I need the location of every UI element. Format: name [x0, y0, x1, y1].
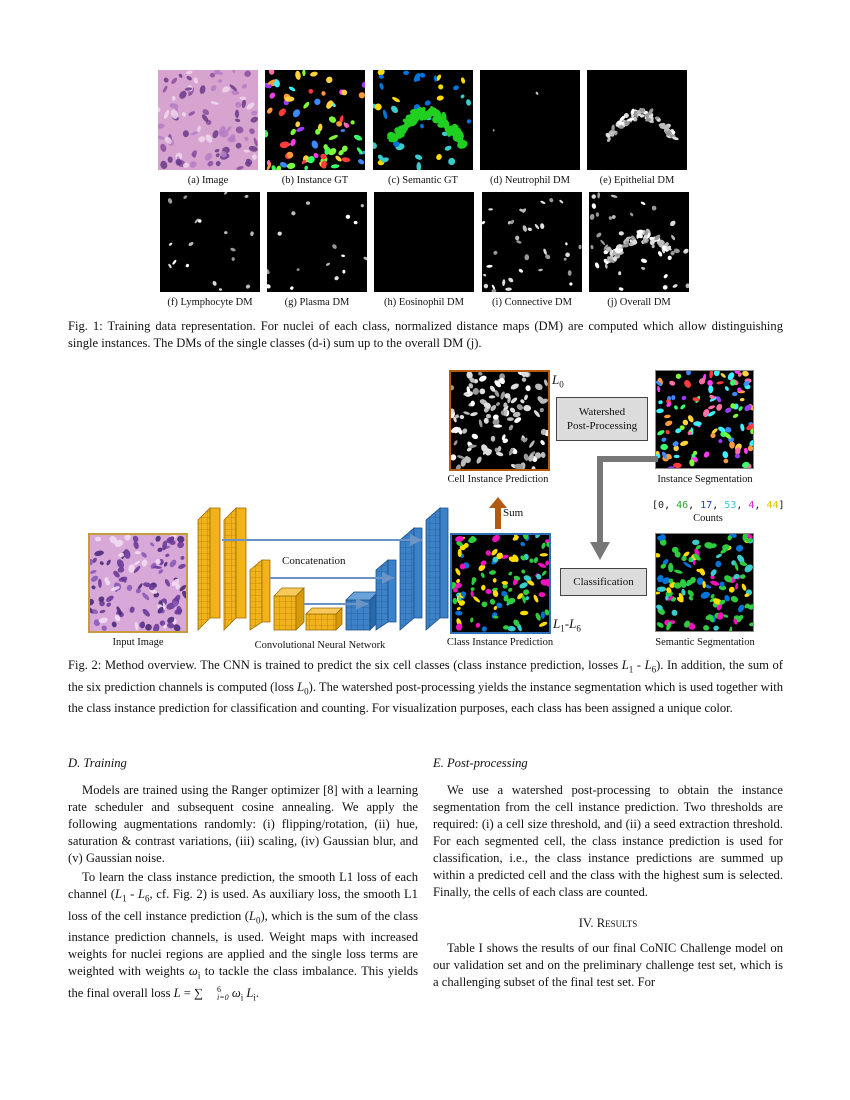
count-value: 53: [724, 500, 737, 511]
semantic-gt-tile: [373, 70, 473, 170]
watershed-label: Watershed: [578, 406, 626, 418]
class-instance-prediction-label: Class Instance Prediction: [446, 637, 554, 648]
overall-dm-tile: [589, 192, 689, 292]
paragraph: Table I shows the results of our final CoNIC Challenge model on our validation set and on the preliminary challenge test set, which is a challenging subset of the final test set. For: [433, 941, 783, 989]
paragraph-text: -: [126, 887, 138, 901]
loss-l0: [552, 372, 564, 390]
subfigure-label: (a) Image: [187, 175, 229, 186]
loss-subscript: 6: [576, 623, 581, 634]
decoder-block: [376, 560, 396, 630]
paragraph: [68, 869, 418, 1006]
math-symbol: L: [248, 908, 256, 923]
math-operator: ∑: [194, 985, 204, 1000]
caption-text: ). The watershed post-processing yields the instance segmentation which is used together with the class instance prediction for classification and counting. For visualization purposes, each class has been assigned a unique color.: [68, 679, 784, 716]
right-column: [433, 755, 783, 991]
subfigure-label: (b) Instance GT: [281, 175, 349, 186]
math-superscript: 6: [217, 984, 222, 994]
eosinophil-dm-tile: [374, 192, 474, 292]
cnn-label: Convolutional Neural Network: [254, 640, 386, 651]
math-subscript: 0: [304, 686, 309, 697]
counts-label: Counts: [693, 513, 723, 524]
counts-vector: [0, 46, 17, 53, 4, 44]: [652, 500, 785, 511]
loss-subscript: 0: [559, 379, 564, 390]
plasma-dm-tile: [267, 192, 367, 292]
decoder-block: [346, 592, 378, 630]
section-heading-postprocessing: E. Post-processing: [433, 756, 528, 770]
bottleneck-block: [306, 608, 342, 630]
paragraph-text: to tackle the class imbalance. This yields the final overall loss: [68, 964, 418, 1000]
math-symbol: ω: [188, 964, 198, 979]
math-subscript: i=0: [217, 992, 229, 1002]
subfigure-label: (f) Lymphocyte DM: [167, 297, 253, 308]
subfigure-label: (j) Overall DM: [607, 297, 671, 308]
postprocessing-label: Post-Processing: [566, 420, 638, 432]
paragraph: We use a watershed post-processing to obtain the instance segmentation from the cell instance prediction. Two thresholds are required: (i) a cell size threshold, and (ii) a seed extraction threshold. For each segmented cell, the class instance prediction is used for classification, i.e., the class instance predictions are summed up within a predicted cell and the class with the highest sum is selected. Finally, the cells of each class are counted.: [433, 783, 783, 899]
input-image: [88, 533, 188, 633]
watershed-arrow: [552, 410, 652, 430]
count-value: 46: [676, 500, 689, 511]
epithelial-dm-tile: [587, 70, 687, 170]
neutrophil-dm-tile: [480, 70, 580, 170]
flow-arrow: [590, 452, 660, 564]
cell-instance-prediction-label: Cell Instance Prediction: [447, 474, 549, 485]
math-subscript: 0: [255, 915, 261, 926]
caption-text: ). In addition, the sum of the six prediction channels is computed (loss: [68, 658, 784, 694]
section-title: Results: [596, 916, 638, 930]
loss-symbol: L: [552, 372, 560, 387]
input-image-label: Input Image: [112, 637, 164, 648]
encoder-block: [274, 588, 304, 630]
connective-dm-tile: [482, 192, 582, 292]
math-subscript: 1: [628, 664, 634, 675]
math-symbol: L: [173, 985, 181, 1000]
sum-label: Sum: [503, 507, 524, 519]
class-instance-prediction-image: [450, 533, 551, 634]
figure-2-caption: [68, 657, 783, 717]
math-subscript: i: [197, 970, 201, 981]
caption-text: -: [633, 658, 645, 672]
instance-gt-tile: [265, 70, 365, 170]
math-symbol: L: [246, 985, 254, 1000]
figure-1-caption: Fig. 1: Training data representation. For nuclei of each class, normalized distance maps (DM) are computed which allow distinguishing single instances. The DMs of the single classes (d-i) sum up to the overall DM (j).: [68, 319, 783, 350]
paragraph-text: ), which is the sum of the class instance prediction channels, is used. Weight maps with increased weights for nuclei regions are applied and the single loss terms are weighted with weights: [68, 908, 418, 979]
section-number: IV.: [578, 916, 594, 930]
count-value: 4: [748, 500, 755, 511]
classification-box: Classification: [560, 568, 647, 596]
loss-symbol: L: [553, 616, 561, 631]
paragraph: Models are trained using the Ranger optimizer [8] with a learning rate scheduler and subsequent cosine annealing. We apply the following augmentations randomly: (i) flipping/rotation, (ii) hue, saturation & contrast variations, (iii) scaling, (iv) Gaussian blur, and (v) Gaussian noise.: [68, 783, 418, 865]
caption-text: Fig. 2: Method overview. The CNN is trained to predict the six cell classes (class instance prediction, losses: [68, 658, 622, 672]
classification-arrow: [548, 570, 656, 592]
instance-segmentation-image: [655, 370, 754, 469]
instance-segmentation-label: Instance Segmentation: [657, 474, 753, 485]
section-heading-training: D. Training: [68, 756, 127, 770]
left-column: [68, 755, 418, 1006]
math-subscript: 6: [145, 893, 150, 904]
concatenation-label: Concatenation: [282, 555, 346, 567]
math-subscript: 1: [122, 893, 127, 904]
math-operator: =: [180, 985, 195, 1000]
cell-instance-prediction-image: [449, 370, 550, 471]
encoder-block: [198, 508, 220, 630]
math-symbol: L: [644, 658, 652, 672]
subfigure-label: (i) Connective DM: [492, 297, 572, 308]
semantic-segmentation-image: [655, 533, 754, 632]
loss-separator: -: [564, 616, 570, 631]
math-subscript: i: [240, 992, 244, 1003]
math-symbol: L: [115, 887, 123, 901]
paragraph-text: .: [255, 985, 260, 1000]
lymphocyte-dm-tile: [160, 192, 260, 292]
math-symbol: L: [138, 887, 146, 901]
subfigure-label: (h) Eosinophil DM: [384, 297, 464, 308]
paragraph-text: , cf. Fig. 2) is used. As auxiliary loss, the smooth L1 loss of the cell instance prediction (: [68, 887, 418, 923]
subfigure-label: (d) Neutrophil DM: [490, 175, 570, 186]
math-subscript: 6: [651, 664, 657, 675]
encoder-block: [224, 508, 246, 630]
math-limits: [203, 986, 229, 1002]
loss-subscript: 1: [560, 623, 565, 634]
math-subscript: i: [253, 992, 256, 1003]
count-value: 17: [700, 500, 713, 511]
subfigure-label: (c) Semantic GT: [388, 175, 458, 186]
count-value: 44: [766, 500, 779, 511]
semantic-segmentation-label: Semantic Segmentation: [655, 637, 755, 648]
subfigure-label: (e) Epithelial DM: [599, 175, 675, 186]
decoder-block: [426, 508, 448, 630]
cnn-diagram: [190, 500, 460, 640]
paragraph-text: To learn the class instance prediction, the smooth L1 loss of each channel (: [68, 870, 418, 901]
math-symbol: L: [297, 679, 305, 694]
encoder-block: [250, 560, 270, 630]
section-heading-results: [433, 915, 783, 932]
math-symbol: ω: [231, 985, 241, 1000]
loss-l1-l6: [553, 616, 581, 634]
decoder-block: [400, 528, 422, 630]
subfigure-label: (g) Plasma DM: [284, 297, 350, 308]
math-symbol: L: [621, 658, 629, 672]
count-value: 0: [658, 500, 665, 511]
loss-symbol: L: [569, 616, 577, 631]
he-image-tile: [158, 70, 258, 170]
